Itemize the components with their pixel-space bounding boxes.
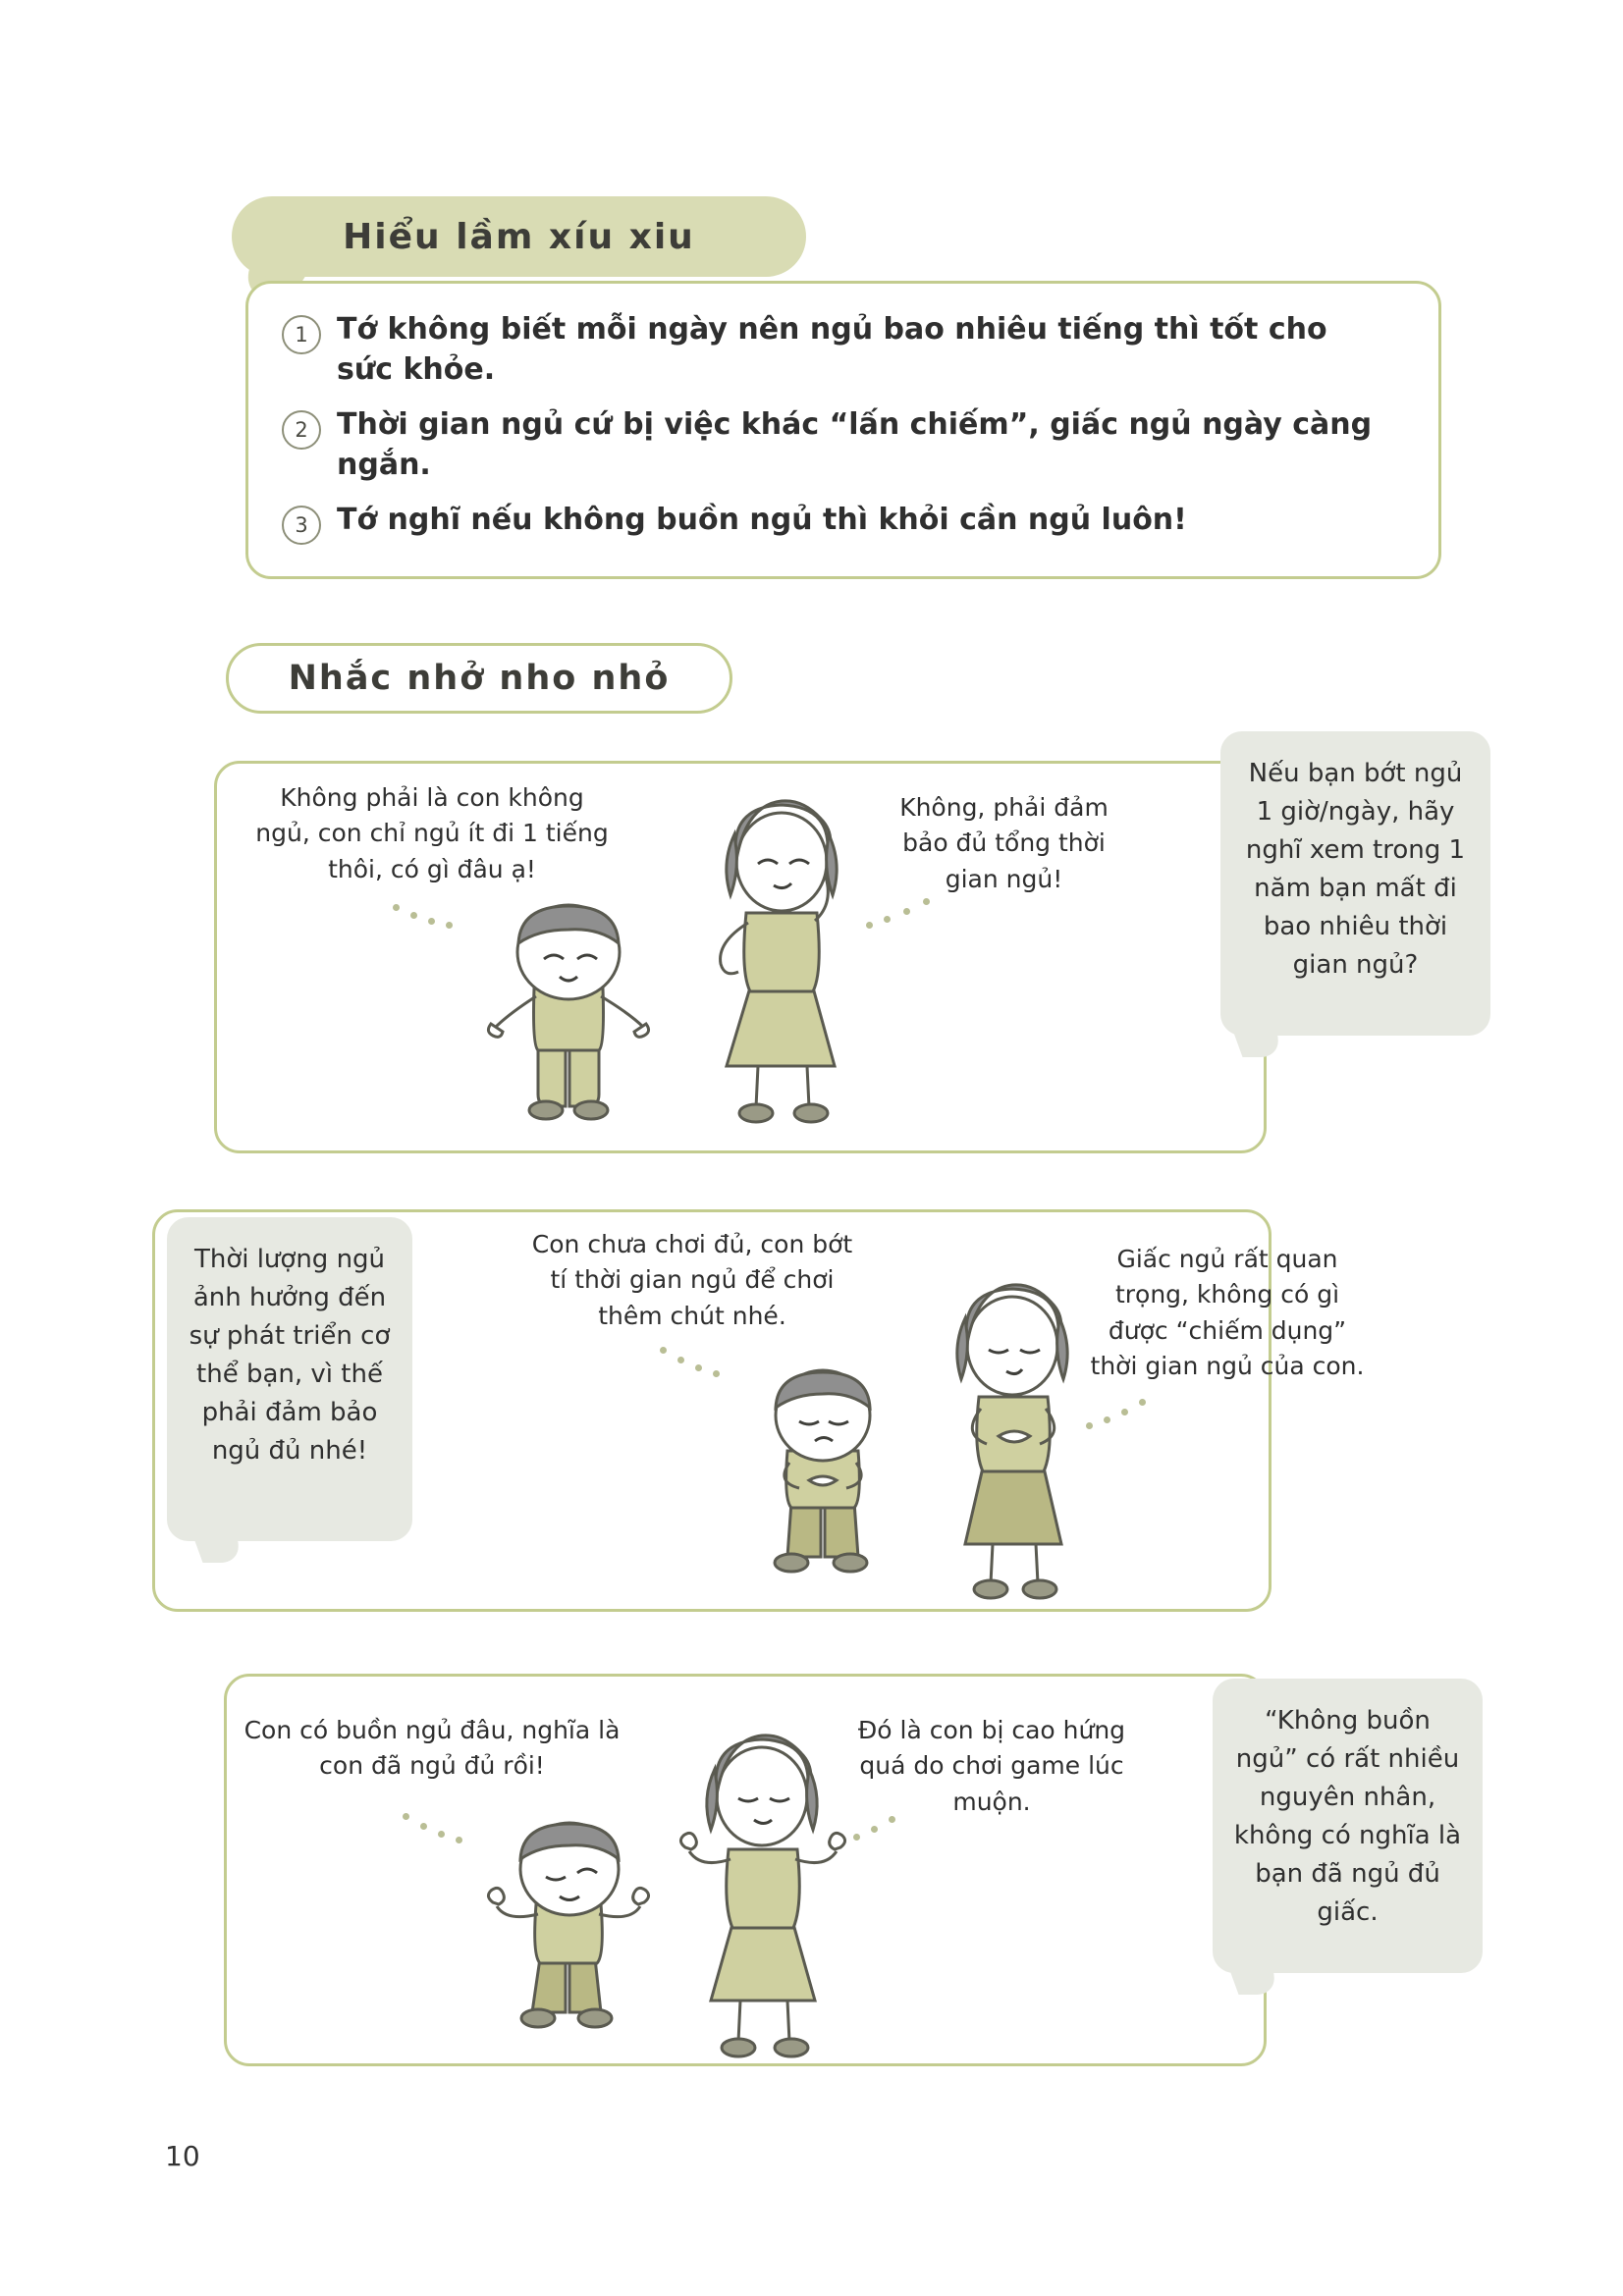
reminder-tab xyxy=(226,643,732,714)
child-character-1 xyxy=(461,898,687,1138)
child-character-3 xyxy=(461,1816,682,2051)
panel-1-adult-speech: Không, phải đảm bảo đủ tổng thời gian ngủ! xyxy=(899,793,1109,893)
misunderstanding-tab-label: Hiểu lầm xíu xiu xyxy=(343,216,695,257)
item-number: 2 xyxy=(282,410,321,450)
callout-note-2: Thời lượng ngủ ảnh hưởng đến sự phát triển cơ thể bạn, vì thế phải đảm bảo ngủ đủ nhé! xyxy=(167,1217,412,1541)
misunderstanding-tab xyxy=(232,196,806,277)
reminder-tab-label: Nhắc nhở nho nhỏ xyxy=(288,659,671,698)
panel-2-adult-speech: Giấc ngủ rất quan trọng, không có gì được “chiếm dụng” thời gian ngủ của con. xyxy=(1090,1245,1365,1380)
callout-note-3: “Không buồn ngủ” có rất nhiều nguyên nhân, không có nghĩa là bạn đã ngủ đủ giấc. xyxy=(1213,1679,1483,1973)
adult-character-2 xyxy=(918,1281,1124,1609)
list-item xyxy=(282,404,1405,486)
panel-3-adult-speech: Đó là con bị cao hứng quá do chơi game lúc muộn. xyxy=(857,1716,1126,1816)
item-number: 1 xyxy=(282,315,321,354)
adult-character-3 xyxy=(668,1728,884,2070)
panel-3-child-speech: Con có buồn ngủ đâu, nghĩa là con đã ngủ đủ rồi! xyxy=(243,1716,621,1781)
list-item xyxy=(282,309,1405,391)
item-number: 3 xyxy=(282,506,321,545)
panel-1-child-speech: Không phải là con không ngủ, con chỉ ngủ ít đi 1 tiếng thôi, có gì đâu ạ! xyxy=(255,783,609,883)
item-text: Tớ không biết mỗi ngày nên ngủ bao nhiêu tiếng thì tốt cho sức khỏe. xyxy=(337,312,1327,388)
list-item xyxy=(282,500,1405,545)
misunderstanding-box xyxy=(245,281,1441,579)
item-text: Tớ nghĩ nếu không buồn ngủ thì khỏi cần ngủ luôn! xyxy=(337,502,1187,537)
callout-note-1: Nếu bạn bớt ngủ 1 giờ/ngày, hãy nghĩ xem trong 1 năm bạn mất đi bao nhiêu thời gian ngủ? xyxy=(1220,731,1490,1036)
item-text: Thời gian ngủ cứ bị việc khác “lấn chiếm”, giấc ngủ ngày càng ngắn. xyxy=(337,406,1373,483)
page-number: 10 xyxy=(165,2140,200,2172)
panel-2-child-speech: Con chưa chơi đủ, con bớt tí thời gian ngủ để chơi thêm chút nhé. xyxy=(531,1230,853,1330)
child-character-2 xyxy=(727,1364,923,1604)
adult-character-1 xyxy=(687,795,903,1138)
